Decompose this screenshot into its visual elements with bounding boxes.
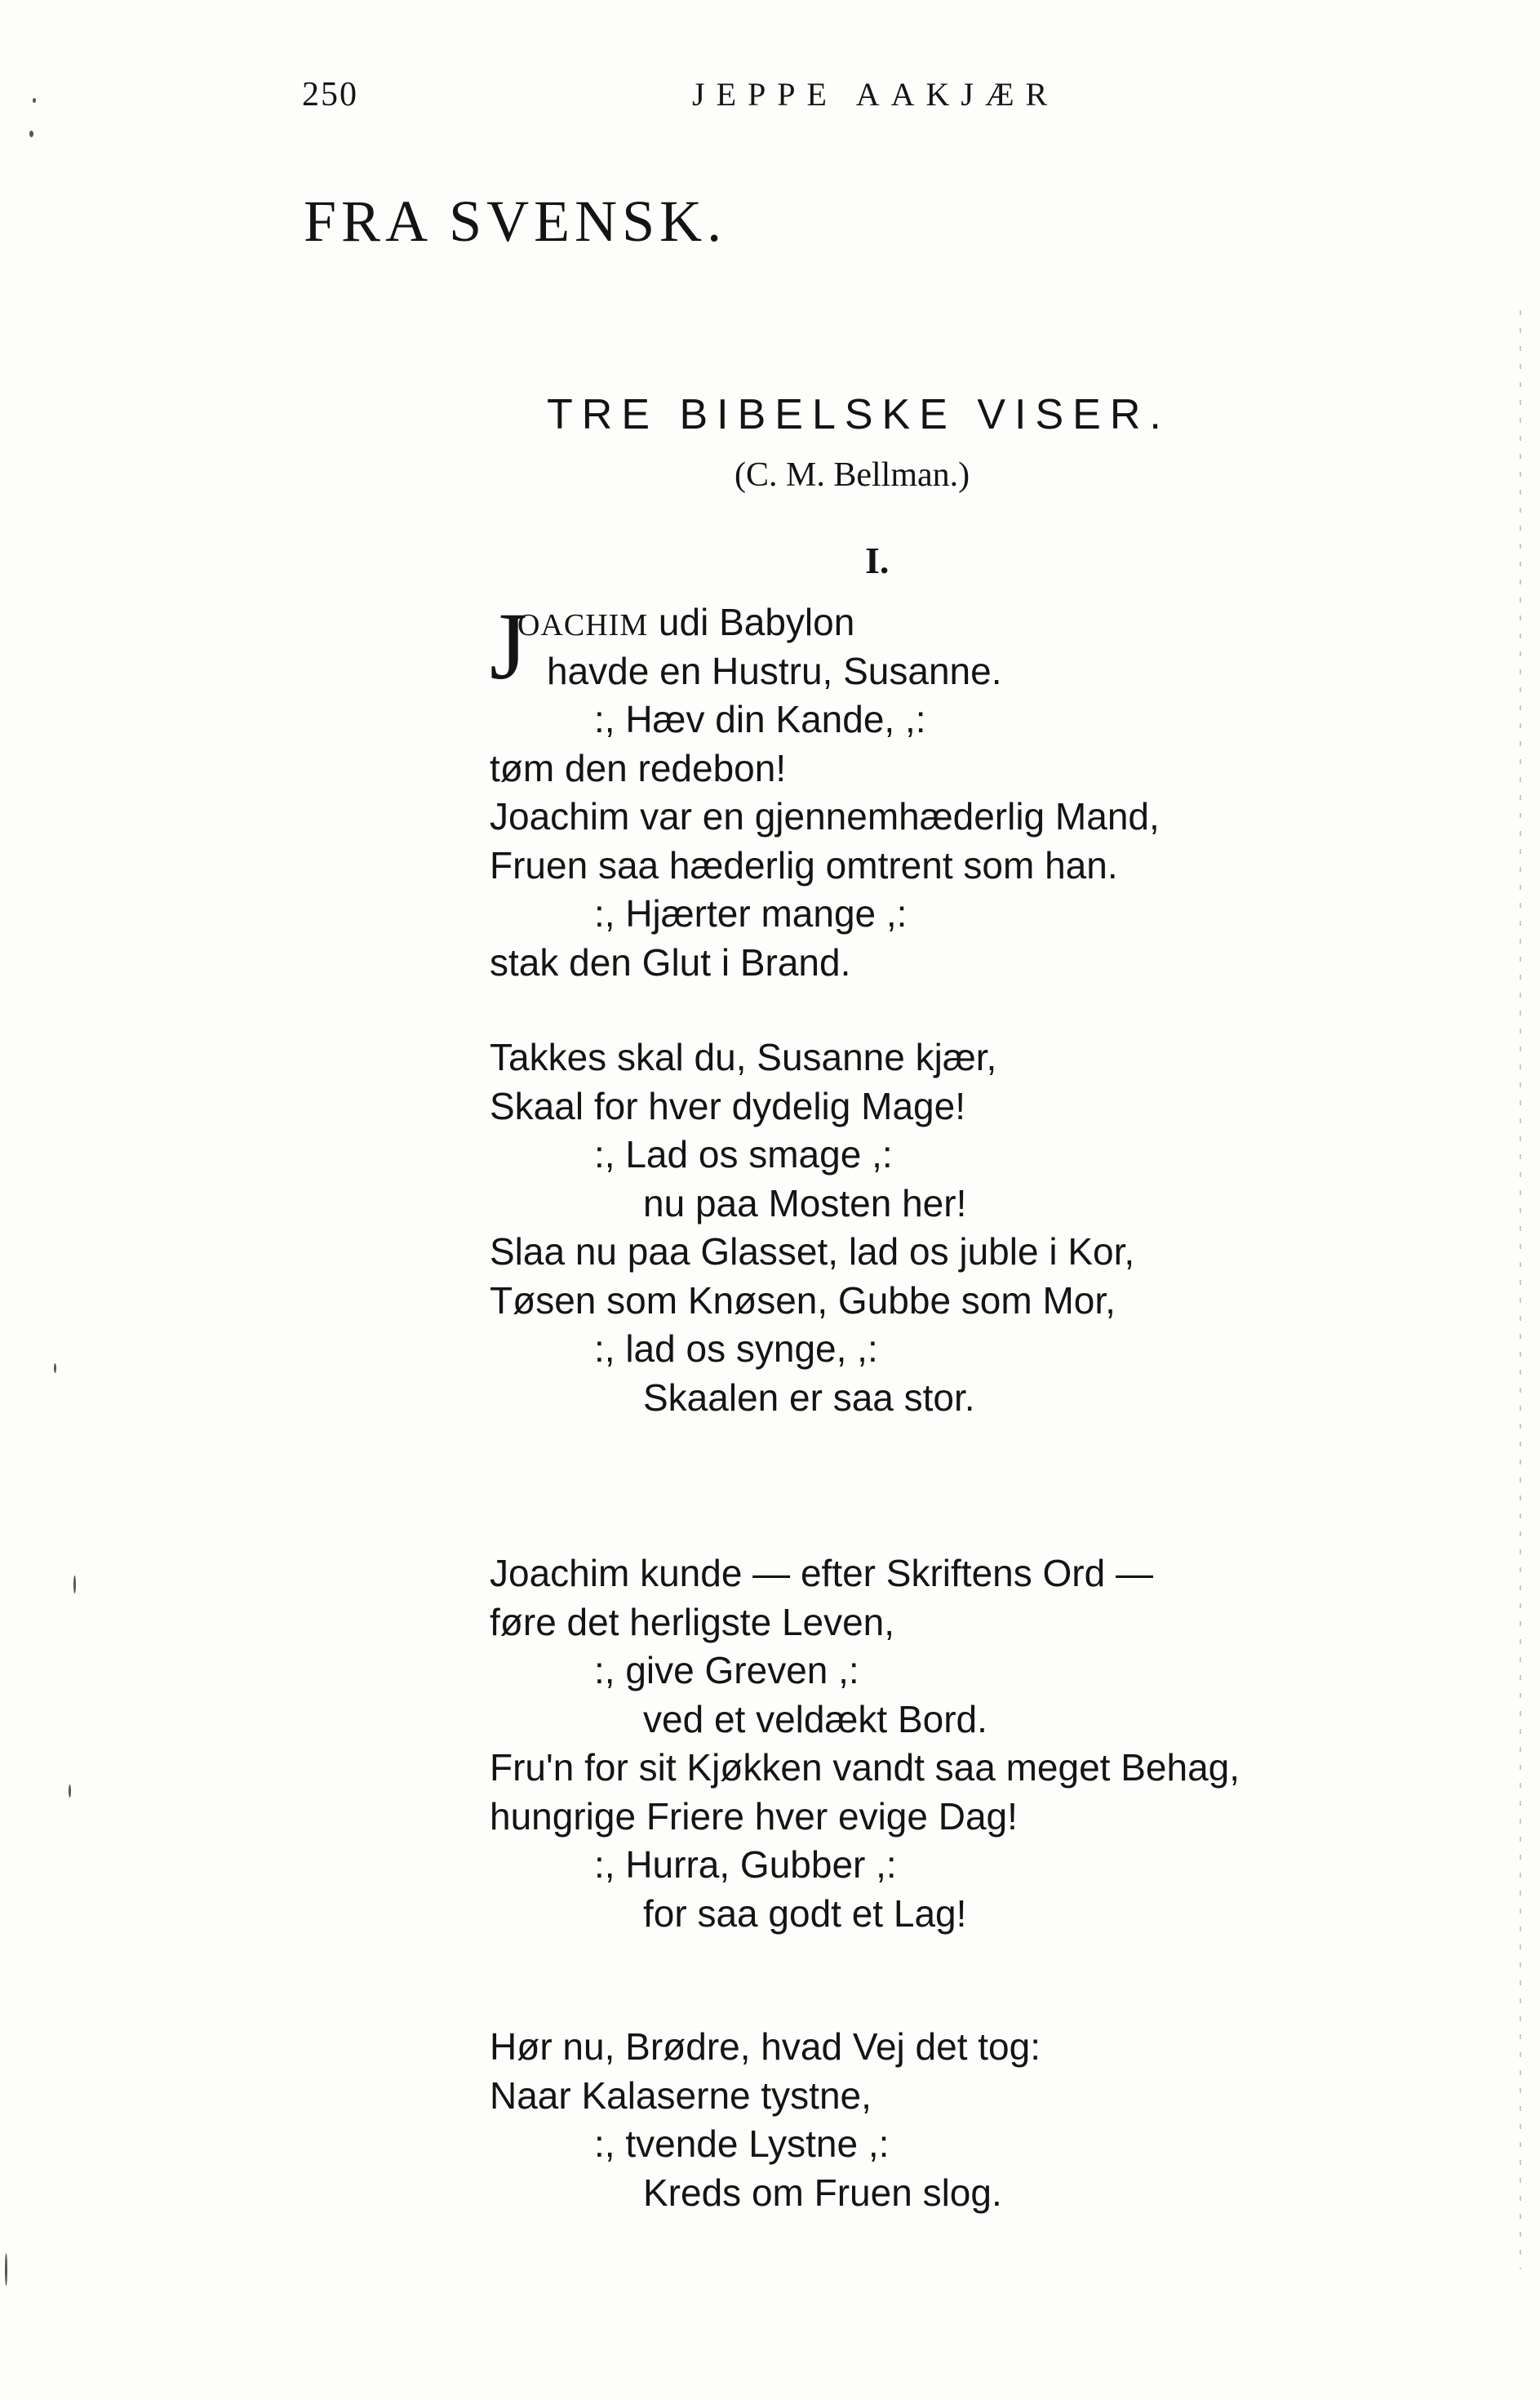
verse-line: Naar Kalaserne tystne,	[490, 2073, 872, 2117]
verse-line: :, Hæv din Kande, ,:	[594, 698, 926, 740]
smallcaps-word: OACHIM	[517, 608, 649, 642]
margin-speck	[29, 131, 33, 137]
verse-line: Tøsen som Knøsen, Gubbe som Mor,	[490, 1278, 1116, 1322]
verse-line: Joachim kunde — efter Skriftens Ord —	[490, 1552, 1153, 1594]
stanza-3	[490, 1549, 1469, 1938]
verse-line: stak den Glut i Brand.	[490, 940, 851, 984]
binding-edge	[1520, 310, 1521, 2269]
verse-line: Slaa nu paa Glasset, lad os juble i Kor,	[490, 1230, 1135, 1273]
verse-line: :, lad os synge, ,:	[594, 1327, 878, 1370]
verse-line: :, Hurra, Gubber ,:	[594, 1843, 897, 1886]
verse-line: Skaalen er saa stor.	[643, 1376, 975, 1419]
verse-line: Fruen saa hæderlig omtrent som han.	[490, 843, 1118, 887]
verse-line: :, give Greven ,:	[594, 1649, 859, 1691]
poem-attribution: (C. M. Bellman.)	[734, 456, 970, 494]
verse-line: hungrige Friere hver evige Dag!	[490, 1794, 1018, 1838]
verse-line: Hør nu, Brødre, hvad Vej det tog:	[490, 2025, 1041, 2068]
margin-speck	[54, 1363, 56, 1373]
verse-line-text: udi Babylon	[658, 601, 855, 643]
running-head-author: JEPPE AAKJÆR	[692, 76, 1059, 113]
page-number: 250	[302, 76, 358, 113]
stanza-1	[490, 593, 1469, 987]
verse-line: ved et veldækt Bord.	[643, 1697, 987, 1740]
margin-speck	[33, 98, 36, 103]
margin-speck	[5, 2253, 7, 2286]
drop-cap: J	[490, 593, 527, 700]
verse-line: havde en Hustru, Susanne.	[547, 649, 1002, 692]
verse-line: :, Lad os smage ,:	[594, 1133, 893, 1176]
running-head	[302, 75, 1200, 116]
verse-line: nu paa Mosten her!	[643, 1181, 967, 1224]
stanza-2	[490, 1033, 1469, 1422]
verse-line: tøm den redebon!	[490, 746, 787, 789]
verse-line: føre det herligste Leven,	[490, 1600, 895, 1643]
part-numeral: I.	[865, 540, 890, 581]
verse-line: :, Hjærter mange ,:	[594, 892, 908, 935]
verse-line: Skaal for hver dydelig Mage!	[490, 1084, 965, 1127]
poem-title: TRE BIBELSKE VISER.	[547, 391, 1170, 438]
verse-line: Kreds om Fruen slog.	[643, 2171, 1002, 2214]
stanza-4	[490, 2023, 1469, 2217]
verse-line: :, tvende Lystne ,:	[594, 2122, 890, 2165]
section-title: FRA SVENSK.	[304, 189, 727, 254]
verse-line: Joachim var en gjennemhæderlig Mand,	[490, 795, 1160, 838]
verse-line: for saa godt et Lag!	[643, 1891, 967, 1935]
margin-speck	[73, 1576, 76, 1593]
verse-line: Takkes skal du, Susanne kjær,	[490, 1036, 997, 1078]
margin-speck	[69, 1784, 71, 1798]
verse-line: Fru'n for sit Kjøkken vandt saa meget Behag,	[490, 1746, 1240, 1789]
